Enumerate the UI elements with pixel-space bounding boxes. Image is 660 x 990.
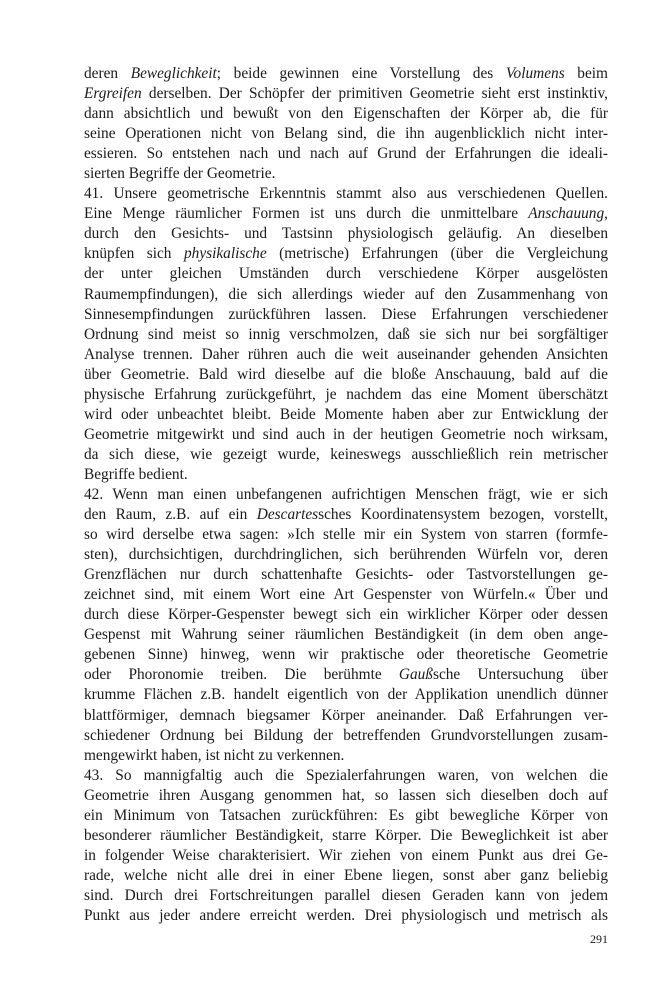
text-run: den Raum, z.B. auf ein xyxy=(84,506,257,524)
text-line xyxy=(84,124,608,144)
text-run: Ordnung sind meist so innig verschmolzen, daß sie sich nur bei sorgfältiger xyxy=(84,325,608,343)
text-run: Geometrie ihren Ausgang genommen hat, so lassen sich dieselben doch auf xyxy=(84,786,608,804)
text-line xyxy=(84,846,608,866)
text-run: beim xyxy=(564,65,608,82)
text-line xyxy=(84,505,608,525)
text-run: ein Minimum von Tatsachen zurückführen: Es gibt bewegliche Körper von xyxy=(84,806,608,824)
text-run: derselben. Der Schöpfer der primitiven Geometrie sieht erst instinktiv, xyxy=(141,85,608,103)
text-line xyxy=(84,425,608,445)
text-run: wird oder unbeachtet bleibt. Beide Momente haben aber zur Entwicklung der xyxy=(84,405,608,423)
text-line xyxy=(84,645,608,665)
text-line xyxy=(84,305,608,325)
text-line xyxy=(84,224,608,244)
text-line xyxy=(84,204,608,224)
text-run: Begriffe bedient. xyxy=(84,465,188,483)
text-run: sche Untersuchung über xyxy=(432,666,608,684)
text-run: Eine Menge räumlicher Formen ist uns durch die unmittelbare xyxy=(84,205,529,223)
text-line xyxy=(84,746,608,766)
text-run: der unter gleichen Umständen durch verschiedene Körper ausgelösten xyxy=(84,265,608,283)
text-run: Geometrie mitgewirkt und sind auch in der heutigen Geometrie noch wirksam, xyxy=(84,425,608,443)
text-line xyxy=(84,365,608,385)
text-run: sind. Durch drei Fortschreitungen parallel diesen Geraden kann von jedem xyxy=(84,886,608,904)
text-run: durch den Gesichts- und Tastsinn physiologisch geläufig. An dieselben xyxy=(84,225,608,243)
text-run: sches Koordinatensystem bezogen, vorstellt, xyxy=(318,506,608,524)
text-run: essieren. So entstehen nach und nach auf Grund der Erfahrungen die ideali- xyxy=(84,145,608,163)
text-line xyxy=(84,264,608,284)
text-line xyxy=(84,906,608,926)
italic-text: Descartes xyxy=(256,506,319,524)
text-run: besonderer räumlicher Beständigkeit, starre Körper. Die Beweglichkeit ist aber xyxy=(84,826,608,844)
text-run: da sich diese, wie gezeigt wurde, keineswegs ausschließlich rein metrischer xyxy=(84,445,608,463)
text-run: knüpfen sich xyxy=(84,245,184,263)
text-line xyxy=(84,164,608,184)
text-run: oder Phoronomie treiben. Die berühmte xyxy=(84,666,399,684)
text-line xyxy=(84,565,608,585)
text-run: schiedener Ordnung bei Bildung der betreffenden Grundvorstellungen zusam- xyxy=(84,726,608,744)
text-run: 41. Unsere geometrische Erkenntnis stammt also aus verschiedenen Quellen. xyxy=(84,185,608,203)
text-line xyxy=(84,706,608,726)
text-run: Analyse trennen. Daher rühren auch die weit auseinander gehenden Ansichten xyxy=(84,345,608,363)
text-run: 42. Wenn man einen unbefangenen aufrichtigen Menschen frägt, wie er sich xyxy=(84,485,608,503)
text-run: sierten Begriffe der Geometrie. xyxy=(84,165,276,183)
text-run: Gespenst mit Wahrung seiner räumlichen Beständigkeit (in dem oben ange- xyxy=(84,626,608,644)
text-line xyxy=(84,685,608,705)
text-run: krumme Flächen z.B. handelt eigentlich von der Applikation unendlich dünner xyxy=(84,686,608,704)
italic-text: physikalische xyxy=(183,245,267,263)
text-run: zeichnet sind, mit einem Wort eine Art Gespenster von Würfeln.« Über und xyxy=(84,586,608,604)
text-line xyxy=(84,405,608,425)
italic-text: Gauß xyxy=(398,666,433,684)
page-number: 291 xyxy=(590,932,608,946)
text-run: durch diese Körper-Gespenster bewegt sich ein wirklicher Körper oder dessen xyxy=(84,606,608,624)
text-run: deren xyxy=(84,65,131,82)
text-run: ; beide gewinnen eine Vorstellung des xyxy=(216,65,506,82)
text-run: seine Operationen nicht von Belang sind, die ihn augenblicklich nicht inter- xyxy=(84,125,608,143)
text-line xyxy=(84,385,608,405)
italic-text: Anschauung xyxy=(528,205,605,223)
text-line xyxy=(84,786,608,806)
text-line xyxy=(84,766,608,786)
text-run: 43. So mannigfaltig auch die Spezialerfahrungen waren, von welchen die xyxy=(84,766,608,784)
text-line xyxy=(84,465,608,485)
text-run: über Geometrie. Bald wird dieselbe auf die bloße Anschauung, bald auf die xyxy=(84,365,608,383)
text-run: blattförmiger, demnach biegsamer Körper aneinander. Daß Erfahrungen ver- xyxy=(84,706,608,724)
italic-text: Volumens xyxy=(505,65,565,82)
text-run: dann absichtlich und bewußt von den Eigenschaften der Körper ab, die für xyxy=(84,105,608,123)
text-run: rade, welche nicht alle drei in einer Ebene liegen, sonst aber ganz beliebig xyxy=(84,866,608,884)
text-run: Punkt aus jeder andere erreicht werden. Drei physiologisch und metrisch als xyxy=(84,906,608,924)
text-run: Sinnesempfindungen zurückführen lassen. Diese Erfahrungen verschiedener xyxy=(84,305,608,323)
text-line xyxy=(84,585,608,605)
text-line xyxy=(84,104,608,124)
text-line xyxy=(84,525,608,545)
text-run: physische Erfahrung zurückgeführt, je nachdem das eine Moment überschätzt xyxy=(84,385,608,403)
text-line xyxy=(84,485,608,505)
text-line xyxy=(84,605,608,625)
text-line xyxy=(84,144,608,164)
text-line xyxy=(84,726,608,746)
text-run: Raumempfindungen), die sich allerdings wieder auf den Zusammenhang von xyxy=(84,285,608,303)
text-line xyxy=(84,285,608,305)
text-line xyxy=(84,84,608,104)
text-line xyxy=(84,886,608,906)
text-run: gebenen Sinne) hinweg, wenn wir praktische oder theoretische Geometrie xyxy=(84,646,608,664)
text-line xyxy=(84,445,608,465)
text-line xyxy=(84,325,608,345)
text-line xyxy=(84,866,608,886)
text-line xyxy=(84,665,608,685)
italic-text: Ergreifen xyxy=(84,85,142,103)
text-line xyxy=(84,64,608,84)
text-run: in folgender Weise charakterisiert. Wir ziehen von einem Punkt aus drei Ge- xyxy=(84,846,608,864)
text-line xyxy=(84,184,608,204)
text-run: mengewirkt haben, ist nicht zu verkennen. xyxy=(84,746,345,764)
text-run: so wird derselbe etwa sagen: »Ich stelle mir ein System von starren (formfe- xyxy=(84,526,608,544)
text-run: , xyxy=(604,205,608,223)
text-line xyxy=(84,806,608,826)
text-line xyxy=(84,826,608,846)
text-run: sten), durchsichtigen, durchdringlichen, sich berührenden Würfeln vor, deren xyxy=(84,546,608,564)
text-line xyxy=(84,244,608,264)
text-run: (metrische) Erfahrungen (über die Vergleichung xyxy=(266,245,608,263)
text-run: Grenzflächen nur durch schattenhafte Gesichts- oder Tastvorstellungen ge- xyxy=(84,566,608,584)
text-line xyxy=(84,345,608,365)
text-line xyxy=(84,545,608,565)
body-text xyxy=(84,64,608,926)
text-line xyxy=(84,625,608,645)
italic-text: Beweglichkeit xyxy=(130,65,217,82)
